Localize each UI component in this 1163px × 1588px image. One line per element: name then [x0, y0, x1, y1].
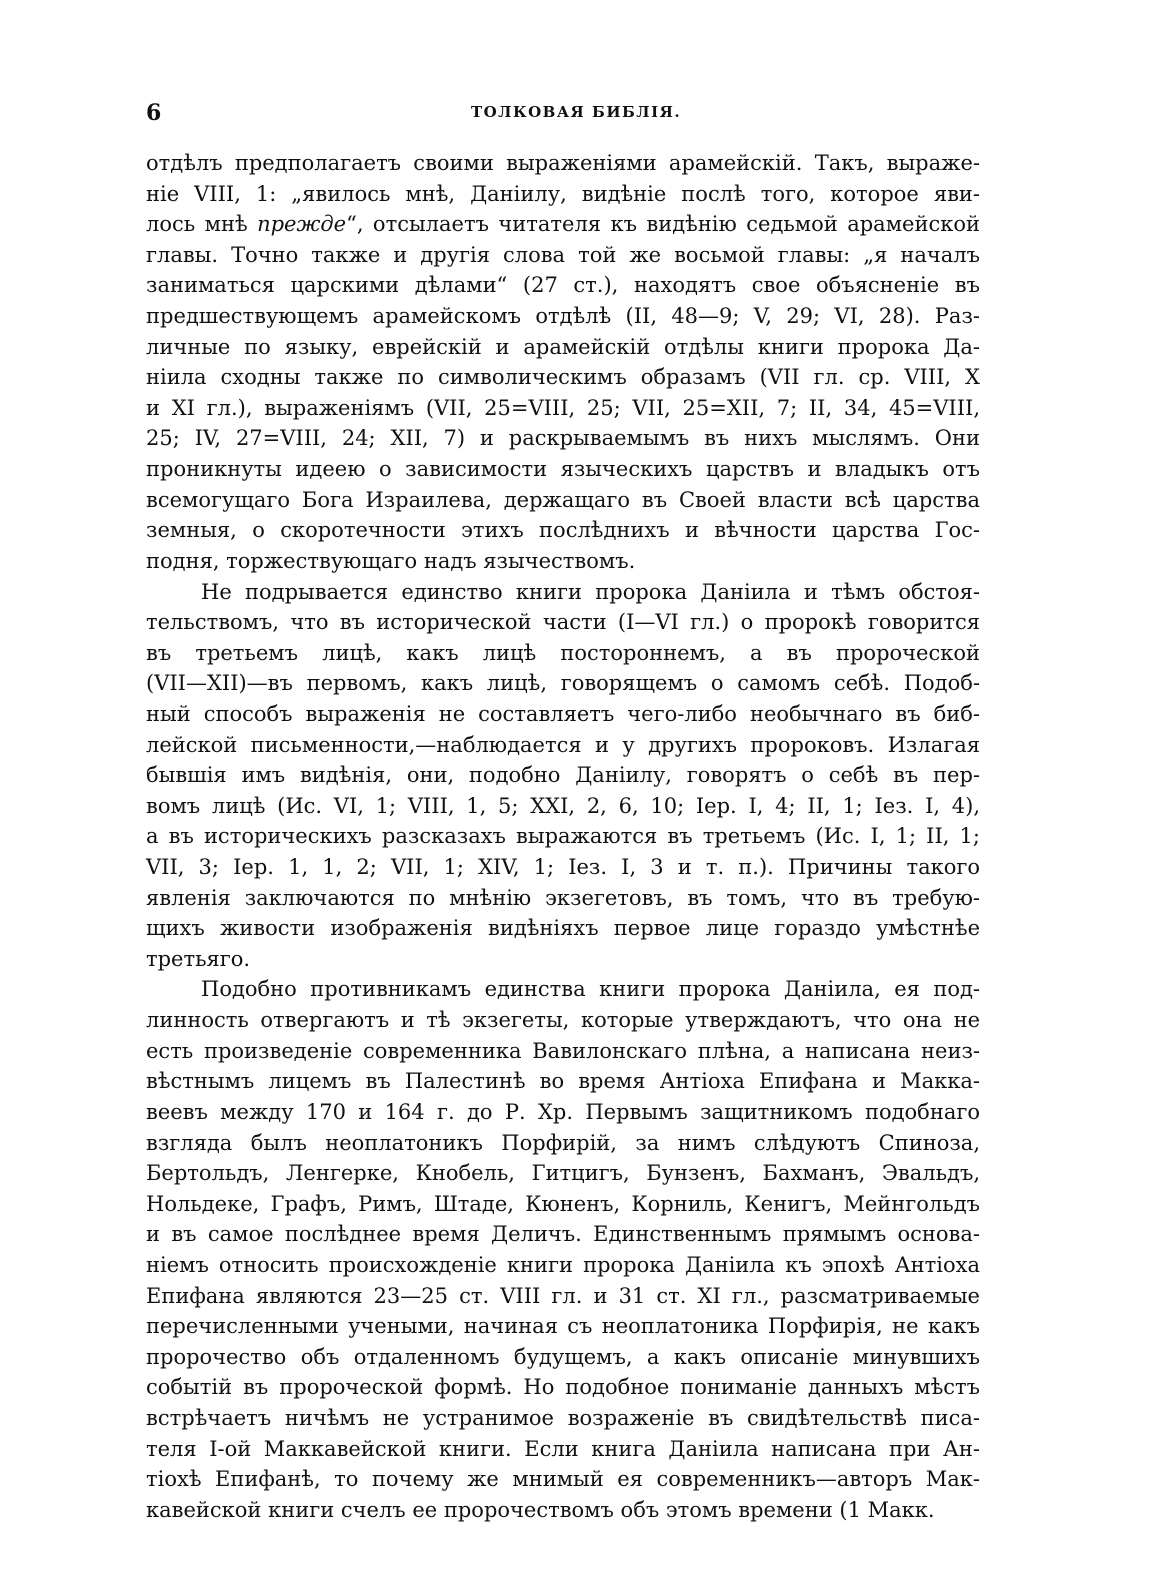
text-line: VII, 3; Іер. 1, 1, 2; VII, 1; XIV, 1; Іез. I, 3 и т. п.). Причины такого — [146, 855, 980, 880]
paragraph — [146, 577, 980, 975]
text-line: вѣстнымъ лицемъ въ Палестинѣ во время Антіоха Епифана и Макка- — [146, 1069, 980, 1094]
text-line: главы. Точно также и другія слова той же восьмой главы: „я началъ — [146, 242, 980, 267]
text-line: и въ самое послѣднее время Деличъ. Единственнымъ прямымъ основа- — [146, 1222, 980, 1247]
text-line: Нольдеке, Графъ, Римъ, Штаде, Кюненъ, Корниль, Кенигъ, Мейнгольдъ — [146, 1191, 980, 1216]
text-line: земныя, о скоротечности этихъ послѣднихъ и вѣчности царства Гос- — [146, 518, 980, 543]
text-line: пророчество объ отдаленномъ будущемъ, а какъ описаніе минувшихъ — [146, 1344, 980, 1369]
text-line: вомъ лицѣ (Ис. VI, 1; VIII, 1, 5; XXI, 2, 6, 10; Іер. I, 4; II, 1; Іез. I, 4), — [146, 793, 980, 818]
text-line: ный способъ выраженія не составляетъ чего-либо необычнаго въ биб- — [146, 701, 980, 726]
text-line: перечисленными учеными, начиная съ неоплатоника Порфирія, не какъ — [146, 1314, 980, 1339]
paragraph — [146, 974, 980, 1525]
text-line: веевъ между 170 и 164 г. до Р. Хр. Первымъ защитникомъ подобнаго — [146, 1099, 980, 1124]
page-number: 6 — [146, 100, 162, 126]
running-title: ТОЛКОВАЯ БИБЛІЯ. — [470, 103, 682, 121]
text-line: тіохѣ Епифанѣ, то почему же мнимый ея современникъ—авторъ Мак- — [146, 1467, 980, 1492]
running-head — [146, 100, 1006, 130]
text-line: подня, торжествующаго надъ язычествомъ. — [146, 548, 636, 573]
text-line: кавейской книги счелъ ее пророчествомъ объ этомъ времени (1 Макк. — [146, 1497, 935, 1522]
text-line: заниматься царскими дѣлами“ (27 ст.), находятъ свое объясненіе въ — [146, 273, 980, 298]
text-line: а въ историческихъ разсказахъ выражаются въ третьемъ (Ис. I, 1; II, 1; — [146, 824, 980, 849]
text-line: тельствомъ, что въ исторической части (I—VI гл.) о пророкѣ говорится — [146, 610, 980, 635]
text-line: ніе VIII, 1: „явилось мнѣ, Даніилу, видѣніе послѣ того, которое яви- — [146, 181, 980, 206]
text-line: третьяго. — [146, 946, 251, 971]
text-line: Подобно противникамъ единства книги пророка Даніила, ея под- — [201, 977, 980, 1002]
text-fragment: “, отсылаетъ читателя къ видѣнію седьмой арамейской — [346, 212, 980, 237]
text-line: событій въ пророческой формѣ. Но подобное пониманіе данныхъ мѣстъ — [146, 1375, 980, 1400]
text-line: бывшія имъ видѣнія, они, подобно Даніилу, говорятъ о себѣ въ пер- — [146, 763, 980, 788]
text-line: явленія заключаются по мнѣнію экзегетовъ, въ томъ, что въ требую- — [146, 885, 980, 910]
text-line: проникнуты идеею о зависимости языческихъ царствъ и владыкъ отъ — [146, 457, 980, 482]
text-line: взгляда былъ неоплатоникъ Порфирій, за нимъ слѣдуютъ Спиноза, — [146, 1130, 980, 1155]
text-line: отдѣлъ предполагаетъ своими выраженіями арамейскій. Такъ, выраже- — [146, 151, 980, 175]
text-fragment: лось мнѣ — [146, 212, 258, 237]
text-line: лейской письменности,—наблюдается и у другихъ пророковъ. Излагая — [146, 732, 980, 757]
text-line: ніила сходны также по символическимъ образамъ (VII гл. ср. VIII, X — [146, 365, 980, 390]
text-line: личные по языку, еврейскій и арамейскій отдѣлы книги пророка Да- — [146, 334, 980, 359]
paragraph — [146, 148, 980, 577]
text-line: 25; IV, 27=VIII, 24; XII, 7) и раскрываемымъ въ нихъ мыслямъ. Они — [146, 426, 980, 451]
text-line: щихъ живости изображенія видѣніяхъ первое лице гораздо умѣстнѣе — [146, 916, 980, 941]
italic-word: прежде — [257, 212, 347, 237]
text-line: линность отвергаютъ и тѣ экзегеты, которые утверждаютъ, что она не — [146, 1008, 980, 1033]
text-line: (VII—XII)—въ первомъ, какъ лицѣ, говорящемъ о самомъ себѣ. Подоб- — [146, 671, 980, 696]
text-line: Бертольдъ, Ленгерке, Кнобель, Гитцигъ, Бунзенъ, Бахманъ, Эвальдъ, — [146, 1161, 980, 1186]
text-line: есть произведеніе современника Вавилонскаго плѣна, а написана неиз- — [146, 1038, 980, 1063]
text-line: теля I-ой Маккавейской книги. Если книга Даніила написана при Ан- — [146, 1436, 980, 1461]
text-line — [146, 209, 980, 240]
text-line: въ третьемъ лицѣ, какъ лицѣ постороннемъ, а въ пророческой — [146, 640, 980, 665]
text-line: всемогущаго Бога Израилева, держащаго въ Своей власти всѣ царства — [146, 487, 980, 512]
text-line: Не подрывается единство книги пророка Даніила и тѣмъ обстоя- — [201, 579, 980, 604]
text-line: ніемъ относить происхожденіе книги пророка Даніила къ эпохѣ Антіоха — [146, 1252, 980, 1277]
text-line: предшествующемъ арамейскомъ отдѣлѣ (II, 48—9; V, 29; VI, 28). Раз- — [146, 304, 980, 329]
text-line: встрѣчаетъ ничѣмъ не устранимое возраженіе въ свидѣтельствѣ писа- — [146, 1405, 980, 1430]
body-text — [146, 148, 980, 1525]
text-line: Епифана являются 23—25 ст. VIII гл. и 31 ст. XI гл., разсматриваемые — [146, 1283, 980, 1308]
text-line: и XI гл.), выраженіямъ (VII, 25=VIII, 25; VII, 25=XII, 7; II, 34, 45=VIII, — [146, 395, 980, 420]
